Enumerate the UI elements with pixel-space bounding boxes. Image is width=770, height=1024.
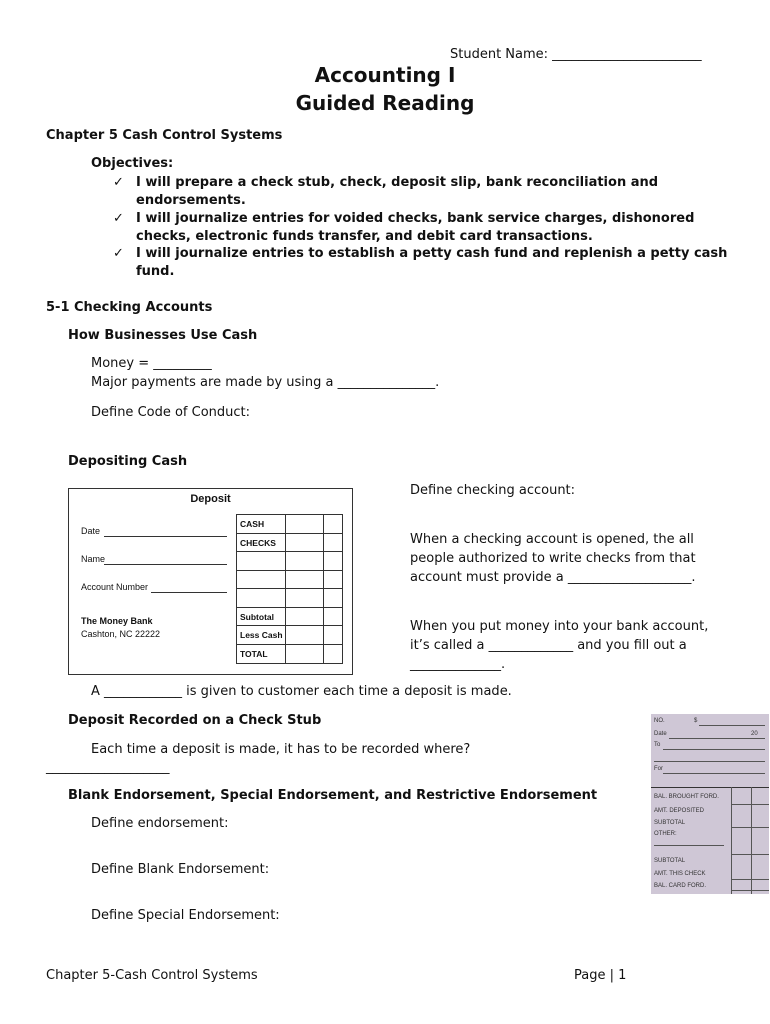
footer-page-number: Page | 1 xyxy=(574,968,627,983)
receipt-line: A ____________ is given to customer each time a deposit is made. xyxy=(91,684,512,699)
deposit-paragraph: When you put money into your bank account, it’s called a _____________ and you fill out a ______________. xyxy=(410,619,709,672)
checkmark-icon: ✓ xyxy=(113,175,124,190)
define-blank-endorsement: Define Blank Endorsement: xyxy=(91,862,270,877)
objective-item-2: ✓ I will journalize entries for voided checks, bank service charges, dishonored checks, electronic funds transfer, and debit card transactions. xyxy=(113,211,695,244)
check-stub-heading: Deposit Recorded on a Check Stub xyxy=(68,713,322,728)
grid-row xyxy=(237,552,342,571)
deposit-date-line xyxy=(104,536,227,537)
page-subtitle: Guided Reading xyxy=(295,91,475,115)
deposit-slip-title: Deposit xyxy=(190,493,231,505)
grid-row xyxy=(237,571,342,590)
check-stub-answer-blank: ___________________ xyxy=(46,760,170,775)
deposit-slip-image xyxy=(68,488,353,675)
grid-row xyxy=(237,589,342,608)
objectives-heading: Objectives: xyxy=(91,156,174,171)
deposit-account-label: Account Number xyxy=(81,582,149,592)
grid-row: Less Cash xyxy=(237,626,342,645)
deposit-name-label: Name xyxy=(81,554,106,564)
define-checking-account: Define checking account: xyxy=(410,483,576,498)
checkmark-icon: ✓ xyxy=(113,211,124,226)
define-code-of-conduct: Define Code of Conduct: xyxy=(91,405,251,420)
define-special-endorsement: Define Special Endorsement: xyxy=(91,908,280,923)
bank-city: Cashton, NC 22222 xyxy=(81,629,161,639)
footer-chapter: Chapter 5-Cash Control Systems xyxy=(46,968,258,983)
deposit-account-line xyxy=(151,592,227,593)
objective-item-3: ✓ I will journalize entries to establish a petty cash fund and replenish a petty cash fund. xyxy=(113,246,728,279)
page-title: Accounting I xyxy=(314,63,456,87)
define-endorsement: Define endorsement: xyxy=(91,816,229,831)
check-stub-question: Each time a deposit is made, it has to be recorded where? xyxy=(91,742,471,757)
section-heading-5-1: 5-1 Checking Accounts xyxy=(46,300,213,315)
grid-row: CASH xyxy=(237,515,342,534)
deposit-name-line xyxy=(104,564,227,565)
depositing-cash-heading: Depositing Cash xyxy=(68,454,188,469)
how-businesses-heading: How Businesses Use Cash xyxy=(68,328,258,343)
major-payments-line: Major payments are made by using a _______________. xyxy=(91,375,440,390)
grid-row: TOTAL xyxy=(237,645,342,664)
endorsement-heading: Blank Endorsement, Special Endorsement, and Restrictive Endorsement xyxy=(68,788,598,803)
deposit-amount-grid xyxy=(236,514,343,664)
checking-account-paragraph: When a checking account is opened, the all people authorized to write checks from that account must provide a ___________________. xyxy=(410,532,696,585)
checkmark-icon: ✓ xyxy=(113,246,124,261)
grid-row: Subtotal xyxy=(237,608,342,627)
grid-row: CHECKS xyxy=(237,534,342,553)
chapter-heading: Chapter 5 Cash Control Systems xyxy=(46,128,283,143)
deposit-date-label: Date xyxy=(81,526,101,536)
money-line: Money = _________ xyxy=(91,356,212,371)
check-stub-image: NO. $ Date 20 To For BAL. BROUGHT FORD. AMT. DEPOSITED SUBTOTAL OTHER: SUBTOTAL AMT. THIS CHECK BAL. CARD FORD. xyxy=(651,714,769,894)
student-name-line: Student Name: _______________________ xyxy=(450,47,702,62)
objective-item-1: ✓ I will prepare a check stub, check, deposit slip, bank reconciliation and endorsements. xyxy=(113,175,659,208)
bank-name: The Money Bank xyxy=(81,616,153,626)
